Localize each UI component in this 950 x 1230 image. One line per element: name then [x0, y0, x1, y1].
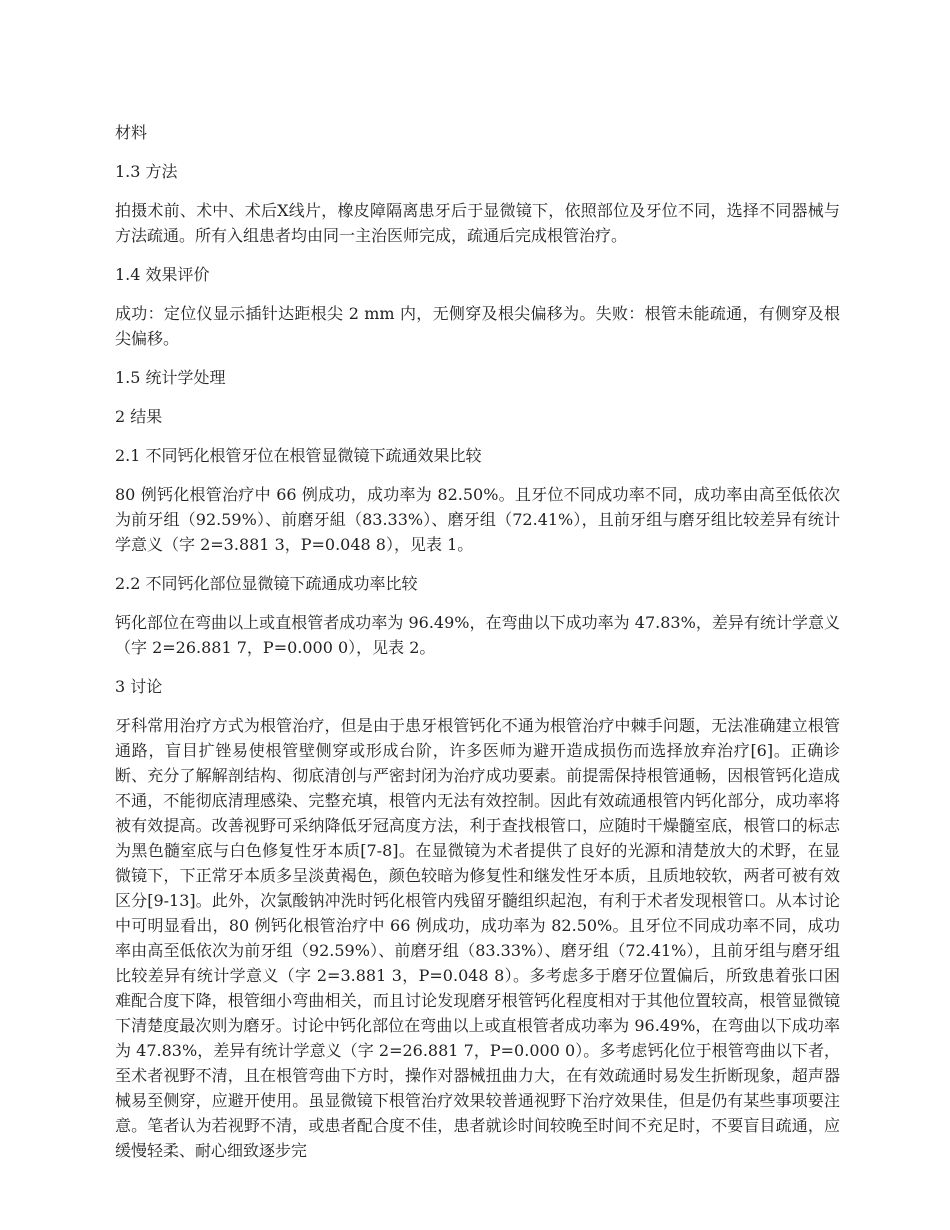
section-heading-statistics: 1.5 统计学处理 [115, 368, 226, 387]
paragraph-discussion: 牙科常用治疗方式为根管治疗，但是由于患牙根管钙化不通为根管治疗中棘手问题，无法准确建立根管通路，盲目扩锉易使根管壁侧穿或形成台阶，许多医师为避开造成损伤而选择放弃治疗[6]。正确诊断、充分了解解剖结构、彻底清创与严密封闭为治疗成功要素。前提需保持根管通畅，因根管钙化造成不通，不能彻底清理感染、完整充填，根管内无法有效控制。因此有效疏通根管内钙化部分，成功率将被有效提高。改善视野可采纳降低牙冠高度方法，利于查找根管口，应随时干燥髓室底，根管口的标志为黑色髓室底与白色修复性牙本质[7-8]。在显微镜为术者提供了良好的光源和清楚放大的术野，在显微镜下，下正常牙本质多呈淡黄褐色，颜色较暗为修复性和继发性牙本质，且质地较软，两者可被有效区分[9-13]。此外，次氯酸钠冲洗时钙化根管内残留牙髓组织起泡，有利于术者发现根管口。从本讨论中可明显看出，80 例钙化根管治疗中 66 例成功，成功率为 82.50%。且牙位不同成功率不同，成功率由高至低依次为前牙组（92.59%）、前磨牙组（83.33%）、磨牙组（72.41%），且前牙组与磨牙组比较差异有统计学意义（字 2=3.881 3，P=0.048 8）。多考虑多于磨牙位置偏后，所致患着张口困难配合度下降，根管细小弯曲相关，而且讨论发现磨牙根管钙化程度相对于其他位置较高，根管显微镜下清楚度最次则为磨牙。讨论中钙化部位在弯曲以上或直根管者成功率为 96.49%，在弯曲以下成功率为 47.83%，差异有统计学意义（字 2=26.881 7，P=0.000 0）。多考虑钙化位于根管弯曲以下者，至术者视野不清，且在根管弯曲下方时，操作对器械扭曲力大，在有效疏通时易发生折断现象，超声器械易至侧穿，应避开使用。虽显微镜下根管治疗效果较普通视野下治疗效果佳，但是仍有某些事项要注意。笔者认为若视野不清，或患者配合度不佳，患者就诊时间较晚至时间不充足时，不要盲目疏通，应缓慢轻柔、耐心细致逐步完 [115, 716, 840, 1160]
section-heading-methods: 1.3 方法 [115, 162, 178, 181]
paragraph-results-2-1: 80 例钙化根管治疗中 66 例成功，成功率为 82.50%。且牙位不同成功率不同，成功率由高至低依次为前牙组（92.59%）、前磨牙組（83.33%）、磨牙组（72.41%），且前牙组与磨牙组比较差异有统计学意义（字 2=3.881 3，P=0.048 8），见表 1。 [115, 485, 840, 554]
paragraph-results-2-2: 钙化部位在弯曲以上或直根管者成功率为 96.49%，在弯曲以下成功率为 47.83%，差异有统计学意义（字 2=26.881 7，P=0.000 0），见表 2。 [115, 613, 840, 657]
section-heading-evaluation: 1.4 效果评价 [115, 265, 210, 284]
section-heading-results-2-2: 2.2 不同钙化部位显微镜下疏通成功率比较 [115, 574, 418, 593]
section-heading-materials: 材料 [115, 123, 148, 142]
paragraph-evaluation: 成功：定位仪显示插针达距根尖 2 mm 内，无侧穿及根尖偏移为。失败：根管未能疏通，有侧穿及根尖偏移。 [115, 304, 840, 348]
section-heading-results: 2 结果 [115, 407, 163, 426]
document-body [115, 120, 840, 1177]
section-heading-results-2-1: 2.1 不同钙化根管牙位在根管显微镜下疏通效果比较 [115, 446, 482, 465]
section-heading-discussion: 3 讨论 [115, 677, 163, 696]
paragraph-methods: 拍摄术前、术中、术后X线片，橡皮障隔离患牙后于显微镜下，依照部位及牙位不同，选择不同器械与方法疏通。所有入组患者均由同一主治医师完成，疏通后完成根管治疗。 [115, 201, 840, 245]
